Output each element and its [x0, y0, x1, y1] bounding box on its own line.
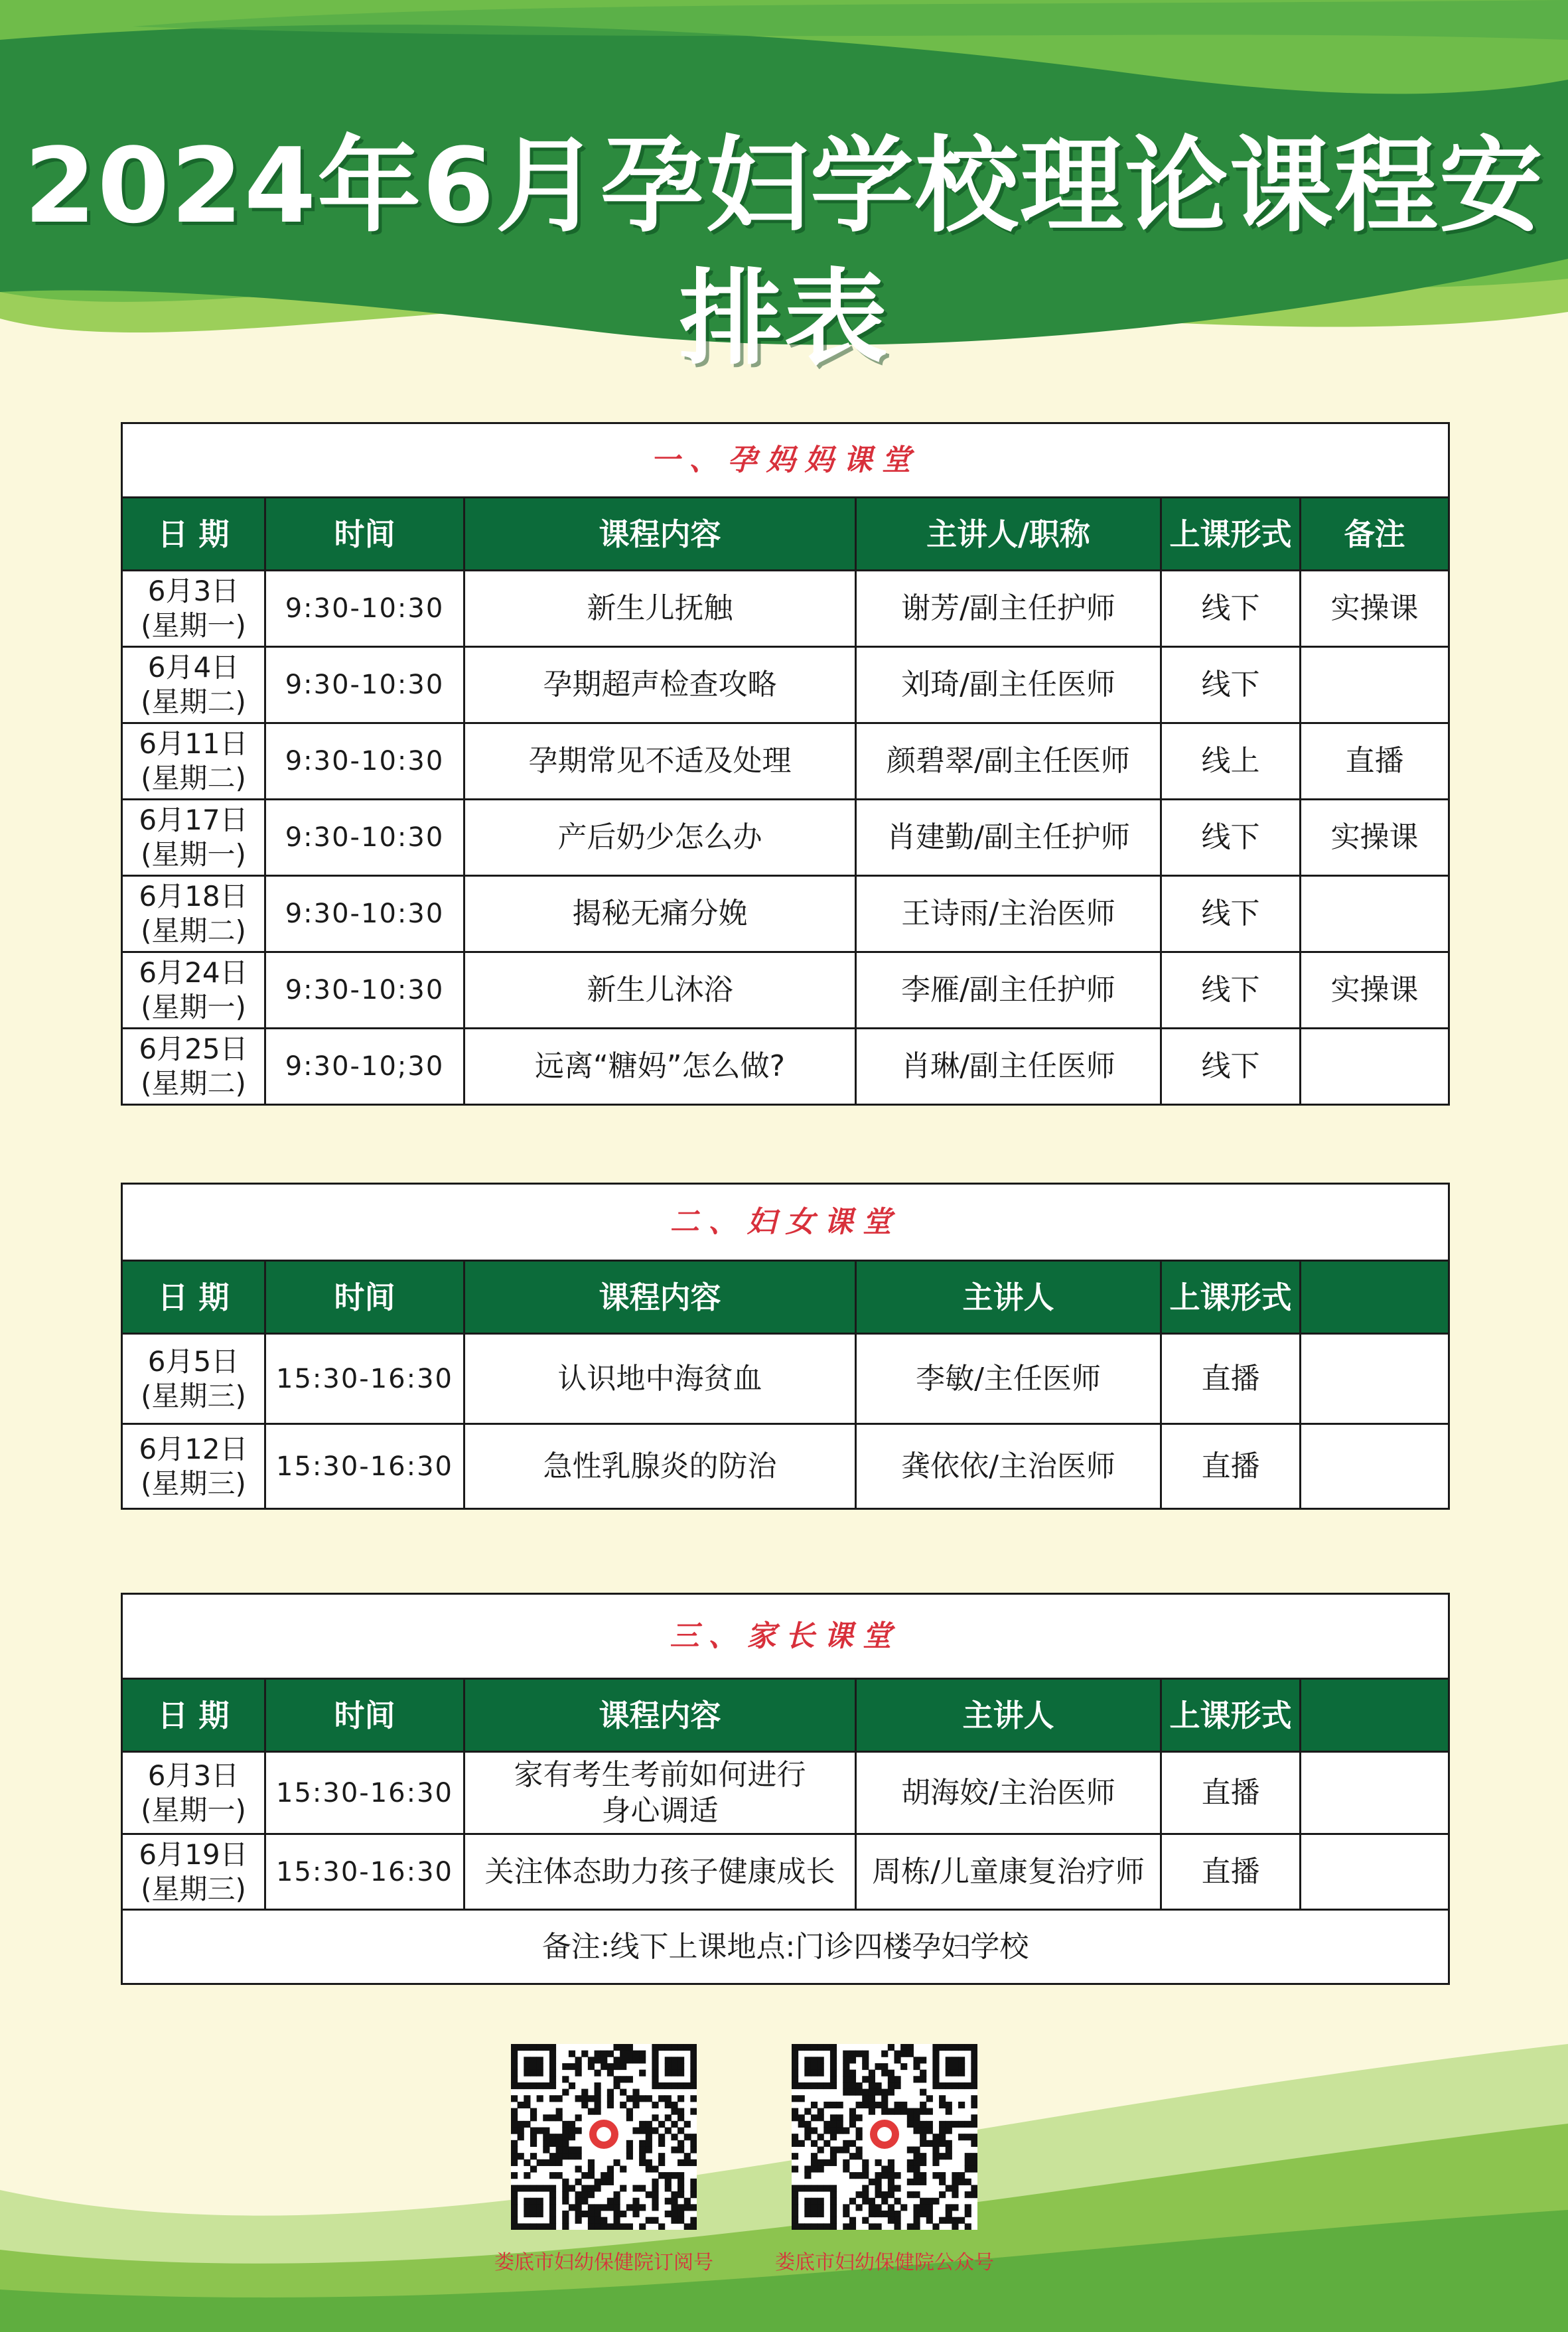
date-weekday: (星期三)	[141, 1872, 246, 1905]
date-day: 6月17日	[139, 804, 248, 836]
date-day: 6月3日	[147, 575, 240, 607]
time-cell: 15:30-16:30	[265, 1834, 464, 1910]
header-time: 时间	[265, 498, 464, 571]
header-time: 时间	[265, 1679, 464, 1752]
header-speaker: 主讲人/职称	[856, 498, 1161, 571]
speaker-cell: 王诗雨/主治医师	[856, 876, 1161, 952]
format-cell: 线下	[1161, 952, 1301, 1029]
schedule-table-section-1	[121, 422, 1450, 1106]
speaker-cell: 颜碧翠/副主任医师	[856, 723, 1161, 800]
date-weekday: (星期三)	[141, 1379, 246, 1412]
qr-label-subscription: 娄底市妇幼保健院订阅号	[494, 2251, 713, 2274]
remark-cell: 直播	[1301, 723, 1449, 800]
header-speaker: 主讲人	[856, 1679, 1161, 1752]
speaker-cell: 肖琳/副主任医师	[856, 1029, 1161, 1105]
speaker-cell: 李雁/副主任护师	[856, 952, 1161, 1029]
date-cell	[122, 723, 265, 800]
table-row	[122, 1424, 1449, 1509]
remark-cell	[1301, 1834, 1449, 1910]
remark-cell	[1301, 1752, 1449, 1834]
speaker-cell: 肖建勤/副主任护师	[856, 800, 1161, 876]
speaker-cell: 周栋/儿童康复治疗师	[856, 1834, 1161, 1910]
page-title: 2024年6月孕妇学校理论课程安排表	[24, 125, 1544, 379]
format-cell: 直播	[1161, 1424, 1301, 1509]
date-day: 6月18日	[139, 880, 248, 912]
table-row	[122, 952, 1449, 1029]
table-row	[122, 1029, 1449, 1105]
header-date: 日 期	[122, 1679, 265, 1752]
qr-code-icon	[792, 2044, 977, 2230]
date-cell	[122, 876, 265, 952]
date-weekday: (星期三)	[141, 1467, 246, 1500]
date-day: 6月3日	[147, 1759, 240, 1792]
format-cell: 线上	[1161, 723, 1301, 800]
date-weekday: (星期一)	[141, 838, 246, 871]
remark-cell	[1301, 876, 1449, 952]
table-row	[122, 1334, 1449, 1424]
speaker-cell: 谢芳/副主任护师	[856, 571, 1161, 647]
qr-code-icon	[511, 2044, 697, 2230]
date-cell	[122, 1752, 265, 1834]
course-cell: 新生儿沐浴	[464, 952, 856, 1029]
header-format: 上课形式	[1161, 498, 1301, 571]
date-cell	[122, 1834, 265, 1910]
remark-cell	[1301, 1334, 1449, 1424]
header-format: 上课形式	[1161, 1679, 1301, 1752]
header-date: 日 期	[122, 498, 265, 571]
remark-cell	[1301, 1029, 1449, 1105]
date-cell	[122, 1029, 265, 1105]
table-row	[122, 647, 1449, 723]
course-cell: 急性乳腺炎的防治	[464, 1424, 856, 1509]
date-day: 6月11日	[139, 727, 248, 760]
format-cell: 线下	[1161, 876, 1301, 952]
remark-cell	[1301, 647, 1449, 723]
speaker-cell: 龚依依/主治医师	[856, 1424, 1161, 1509]
time-cell: 9:30-10:30	[265, 571, 464, 647]
date-day: 6月12日	[139, 1432, 248, 1465]
header-remark	[1301, 1679, 1449, 1752]
speaker-cell: 胡海姣/主治医师	[856, 1752, 1161, 1834]
table-row	[122, 723, 1449, 800]
time-cell: 15:30-16:30	[265, 1752, 464, 1834]
course-cell: 家有考生考前如何进行身心调适	[464, 1752, 856, 1834]
table-row	[122, 1752, 1449, 1834]
remark-cell	[1301, 1424, 1449, 1509]
header-speaker: 主讲人	[856, 1261, 1161, 1334]
format-cell: 线下	[1161, 1029, 1301, 1105]
format-cell: 线下	[1161, 800, 1301, 876]
time-cell: 9:30-10;30	[265, 1029, 464, 1105]
date-cell	[122, 1334, 265, 1424]
time-cell: 9:30-10:30	[265, 876, 464, 952]
location-note: 备注:线下上课地点:门诊四楼孕妇学校	[122, 1910, 1449, 1984]
date-cell	[122, 800, 265, 876]
remark-cell: 实操课	[1301, 800, 1449, 876]
date-cell	[122, 1424, 265, 1509]
time-cell: 15:30-16:30	[265, 1424, 464, 1509]
section-title: 二、妇女课堂	[122, 1184, 1449, 1261]
date-weekday: (星期二)	[141, 1067, 246, 1100]
course-cell: 揭秘无痛分娩	[464, 876, 856, 952]
time-cell: 9:30-10:30	[265, 723, 464, 800]
table-row	[122, 876, 1449, 952]
date-cell	[122, 571, 265, 647]
remark-cell: 实操课	[1301, 571, 1449, 647]
header-date: 日 期	[122, 1261, 265, 1334]
speaker-cell: 刘琦/副主任医师	[856, 647, 1161, 723]
table-row	[122, 1834, 1449, 1910]
header-course: 课程内容	[464, 1679, 856, 1752]
format-cell: 线下	[1161, 647, 1301, 723]
date-day: 6月4日	[147, 651, 240, 684]
course-cell: 孕期常见不适及处理	[464, 723, 856, 800]
date-day: 6月5日	[147, 1345, 240, 1378]
format-cell: 直播	[1161, 1334, 1301, 1424]
header-remark: 备注	[1301, 498, 1449, 571]
time-cell: 9:30-10:30	[265, 800, 464, 876]
time-cell: 9:30-10:30	[265, 952, 464, 1029]
course-cell: 孕期超声检查攻略	[464, 647, 856, 723]
course-cell: 产后奶少怎么办	[464, 800, 856, 876]
date-day: 6月19日	[139, 1838, 248, 1871]
date-weekday: (星期一)	[141, 991, 246, 1023]
remark-cell: 实操课	[1301, 952, 1449, 1029]
date-weekday: (星期二)	[141, 914, 246, 947]
date-weekday: (星期一)	[141, 609, 246, 642]
qr-label-official-account: 娄底市妇幼保健院公众号	[775, 2251, 994, 2274]
date-weekday: (星期一)	[141, 1793, 246, 1826]
format-cell: 直播	[1161, 1834, 1301, 1910]
header-remark	[1301, 1261, 1449, 1334]
note-row	[122, 1910, 1449, 1984]
section-title: 一、孕妈妈课堂	[122, 423, 1449, 498]
schedule-table-section-3	[121, 1593, 1450, 1985]
course-cell: 新生儿抚触	[464, 571, 856, 647]
course-cell: 关注体态助力孩子健康成长	[464, 1834, 856, 1910]
format-cell: 线下	[1161, 571, 1301, 647]
table-row	[122, 571, 1449, 647]
time-cell: 9:30-10:30	[265, 647, 464, 723]
schedule-table-section-2	[121, 1183, 1450, 1510]
date-day: 6月25日	[139, 1033, 248, 1065]
header-course: 课程内容	[464, 1261, 856, 1334]
section-title: 三、家长课堂	[122, 1594, 1449, 1679]
header-time: 时间	[265, 1261, 464, 1334]
speaker-cell: 李敏/主任医师	[856, 1334, 1161, 1424]
header-format: 上课形式	[1161, 1261, 1301, 1334]
course-cell: 认识地中海贫血	[464, 1334, 856, 1424]
date-day: 6月24日	[139, 956, 248, 989]
date-weekday: (星期二)	[141, 762, 246, 794]
qr-code-icon	[511, 2044, 697, 2230]
course-cell: 远离“糖妈”怎么做?	[464, 1029, 856, 1105]
table-row	[122, 800, 1449, 876]
date-weekday: (星期二)	[141, 686, 246, 718]
header-course: 课程内容	[464, 498, 856, 571]
format-cell: 直播	[1161, 1752, 1301, 1834]
date-cell	[122, 647, 265, 723]
qr-code-icon	[792, 2044, 977, 2230]
time-cell: 15:30-16:30	[265, 1334, 464, 1424]
date-cell	[122, 952, 265, 1029]
